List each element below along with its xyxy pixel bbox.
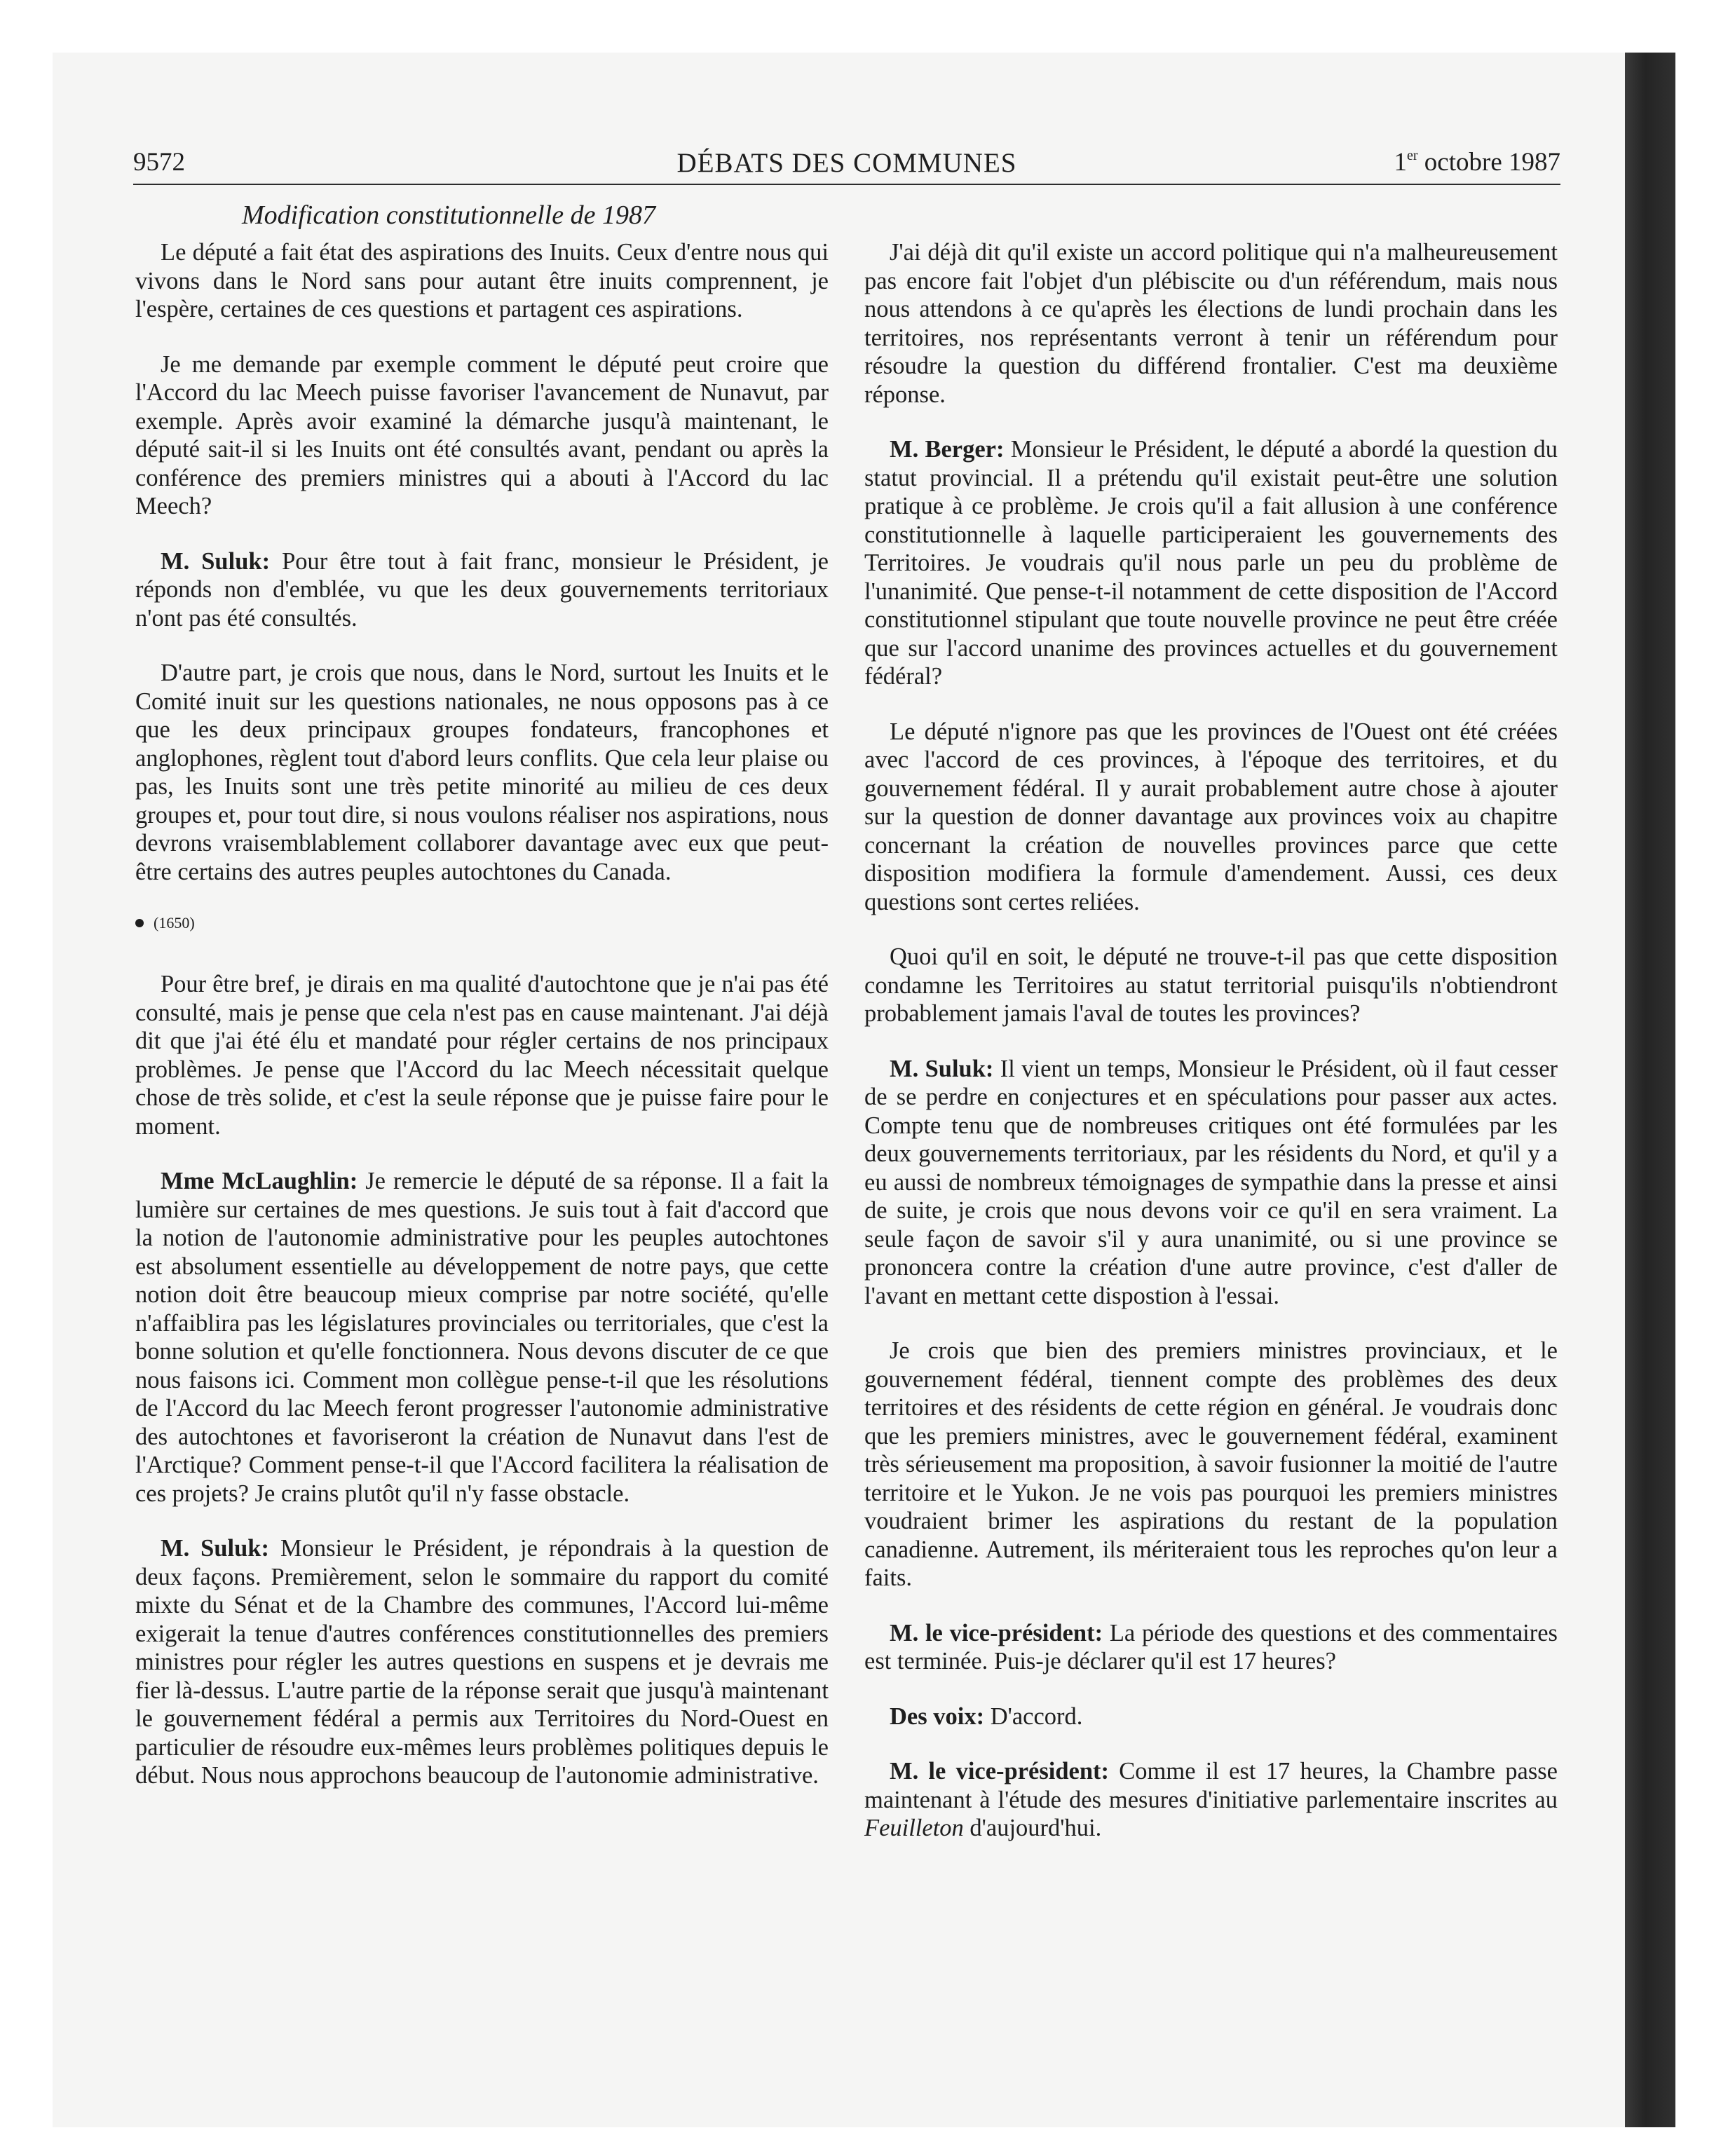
- timestamp-marker: [135, 913, 829, 934]
- date-rest: octobre 1987: [1417, 148, 1560, 177]
- page-number: 9572: [133, 148, 185, 177]
- right-column: [864, 238, 1558, 1869]
- paragraph: Le député n'ignore pas que les provinces de l'Ouest ont été créées avec l'accord de ces provinces, à l'époque des territoires, et du gouvernement fédéral. Il y aurait probablement autre chose à ajouter sur la question de donner davantage aux provinces voix au chapitre concernant la création de nouvelles provinces parce que cette disposition modifiera la formule d'amendement. Aussi, ces deux questions sont certes reliées.: [864, 718, 1558, 915]
- speech-text: Comme il est 17 heures, la Chambre passe maintenant à l'étude des mesures d'initiative parlementaire inscrites au: [864, 1758, 1558, 1813]
- paragraph: D'autre part, je crois que nous, dans le Nord, surtout les Inuits et le Comité inuit sur les questions nationales, ne nous opposons pas à ce que les deux principaux groupes fondateurs, francophones et anglophones, règlent tout d'abord leurs conflits. Que cela leur plaise ou pas, les Inuits sont une très petite minorité au milieu de ces deux groupes et, pour tout dire, si nous voulons réaliser nos aspirations, nous devrons vraisemblablement collaborer davantage avec eux que peut-être certains des autres peuples autochtones du Canada.: [135, 660, 829, 885]
- paragraph: Je me demande par exemple comment le député peut croire que l'Accord du lac Meech puisse favoriser l'avancement de Nunavut, par exemple. Après avoir examiné la démarche jusqu'à maintenant, le député sait-il si les Inuits ont été consultés avant, pendant ou après la conférence des premiers ministres qui a abouti à l'Accord du lac Meech?: [135, 350, 829, 519]
- speaker-name: M. le vice-président:: [890, 1758, 1110, 1785]
- speech-paragraph: [135, 547, 829, 633]
- speech-paragraph: [864, 1703, 1558, 1731]
- paragraph: J'ai déjà dit qu'il existe un accord politique qui n'a malheureusement pas encore fait l'objet d'un plébiscite ou d'un référendum, mais nous nous attendons à ce qu'après les élections de lundi prochain dans les territoires, nos représentants verront à tenir un référendum pour résoudre la question du différend frontalier. C'est ma deuxième réponse.: [864, 239, 1558, 408]
- publication-name: Feuilleton: [864, 1815, 964, 1841]
- speech-text: Je remercie le député de sa réponse. Il a fait la lumière sur certaines de mes questions. Je suis tout à fait d'accord que la notion de l'autonomie administrative pour les peuples autochtones est absolument essentielle au développement de notre pays, que cette notion doit être beaucoup mieux comprise par notre société, qu'elle n'affaiblira pas les législatures provinciales ou territoriales, que c'est la bonne solution et qu'elle fonctionnera. Nous devons discuter de ce que nous faisons ici. Comment mon collègue pense-t-il que les résolutions de l'Accord du lac Meech feront progresser l'autonomie administrative des autochtones et favoriseront la création de Nunavut dans l'est de l'Arctique? Comment pense-t-il que l'Accord facilitera la réalisation de ces projets? Je crains plutôt qu'il n'y fasse obstacle.: [135, 1168, 829, 1507]
- page-header: [133, 146, 1560, 185]
- speaker-name: M. Suluk:: [161, 1535, 269, 1562]
- paragraph: Quoi qu'il en soit, le député ne trouve-t-il pas que cette disposition condamne les Territoires au statut territorial puisqu'ils n'obtiendront probablement jamais l'aval de toutes les provinces?: [864, 943, 1558, 1027]
- speaker-name: M. Suluk:: [161, 547, 271, 575]
- scan-edge-bar: [1625, 53, 1675, 2127]
- speaker-name: M. le vice-président:: [890, 1619, 1103, 1646]
- paragraph: Le député a fait état des aspirations des Inuits. Ceux d'entre nous qui vivons dans le Nord sans pour autant être inuits comprennent, je l'espère, certaines de ces questions et partagent ces aspirations.: [135, 239, 829, 322]
- speaker-name: M. Berger:: [890, 436, 1005, 463]
- date-suffix: er: [1407, 148, 1418, 163]
- journal-title: DÉBATS DES COMMUNES: [676, 148, 1017, 178]
- speech-text: d'aujourd'hui.: [963, 1815, 1102, 1841]
- bullet-icon: [135, 919, 144, 927]
- left-column: [135, 238, 829, 1817]
- speech-text: Monsieur le Président, le député a abordé la question du statut provincial. Il a prétendu qu'il existait peut-être une solution pratique à ce problème. Je crois qu'il a fait allusion à une conférence constitutionnelle à laquelle participeraient les gouvernements des Territoires. Je voudrais qu'il nous parle un peu du problème de l'unanimité. Que pense-t-il notamment de cette disposition de l'Accord constitutionnel stipulant que toute nouvelle province ne peut être créée que sur l'accord unanime des provinces actuelles et du gouvernement fédéral?: [864, 436, 1558, 690]
- speaker-name: Mme McLaughlin:: [161, 1168, 358, 1194]
- speaker-name: Des voix:: [890, 1703, 985, 1730]
- speech-paragraph: [135, 1534, 829, 1790]
- header-date: [1394, 147, 1561, 177]
- speech-text: Pour être tout à fait franc, monsieur le Président, je réponds non d'emblée, vu que les deux gouvernements territoriaux n'ont pas été consultés.: [135, 547, 829, 632]
- speech-paragraph: [864, 1757, 1558, 1843]
- speech-text: Monsieur le Président, je répondrais à la question de deux façons. Premièrement, selon le sommaire du rapport du comité mixte du Sénat et de la Chambre des communes, l'Accord lui-même exigerait la tenue d'autres conférences constitutionnelles des premiers ministres pour régler les autres questions en suspens et je devrais me fier là-dessus. L'autre partie de la réponse serait que jusqu'à maintenant le gouvernement fédéral a permis aux Territoires du Nord-Ouest en particulier de résoudre eux-mêmes leurs problèmes politiques depuis le début. Nous nous approchons beaucoup de l'autonomie administrative.: [135, 1535, 829, 1789]
- section-title: Modification constitutionnelle de 1987: [242, 200, 655, 230]
- timestamp-text: (1650): [154, 914, 195, 932]
- speech-paragraph: [135, 1167, 829, 1508]
- date-day: 1: [1394, 148, 1407, 177]
- speech-paragraph: [864, 435, 1558, 691]
- paragraph: Pour être bref, je dirais en ma qualité d'autochtone que je n'ai pas été consulté, mais je pense que cela n'est pas en cause maintenant. J'ai déjà dit que j'ai été élu et mandaté pour régler certains de nos principaux problèmes. Je pense que l'Accord du lac Meech nécessitait quelque chose de très solide, et c'est la seule réponse que je puisse faire pour le moment.: [135, 971, 829, 1140]
- speech-text: Il vient un temps, Monsieur le Président, où il faut cesser de se perdre en conjectures et en spéculations pour passer aux actes. Compte tenu que de nombreuses critiques ont été formulées par les deux gouvernements territoriaux, par les résidents du Nord, et qu'il y a eu aussi de nombreux témoignages de sympathie dans la presse et ainsi de suite, je crois que nous devons voir ce qu'il en sera vraiment. La seule façon de savoir s'il y aura unanimité, ou si une province se prononcera contre la création d'une autre province, c'est d'aller de l'avant en mettant cette dispostion à l'essai.: [864, 1055, 1558, 1309]
- paragraph: Je crois que bien des premiers ministres provinciaux, et le gouvernement fédéral, tiennent compte des problèmes des deux territoires et des résidents de cette région en général. Je voudrais donc que les premiers ministres, avec le gouvernement fédéral, examinent très sérieusement ma proposition, à savoir fusionner la moitié de l'autre territoire et le Yukon. Je ne vois pas pourquoi les premiers ministres voudraient brimer les aspirations du restant de la population canadienne. Autrement, ils mériteraient tous les reproches qu'on leur a faits.: [864, 1337, 1558, 1591]
- speech-text: La période des questions et des commentaires est terminée. Puis-je déclarer qu'il est 17 heures?: [864, 1619, 1558, 1674]
- speaker-name: M. Suluk:: [890, 1055, 994, 1082]
- speech-paragraph: [864, 1055, 1558, 1311]
- speech-paragraph: [864, 1619, 1558, 1676]
- speech-text: D'accord.: [984, 1703, 1083, 1730]
